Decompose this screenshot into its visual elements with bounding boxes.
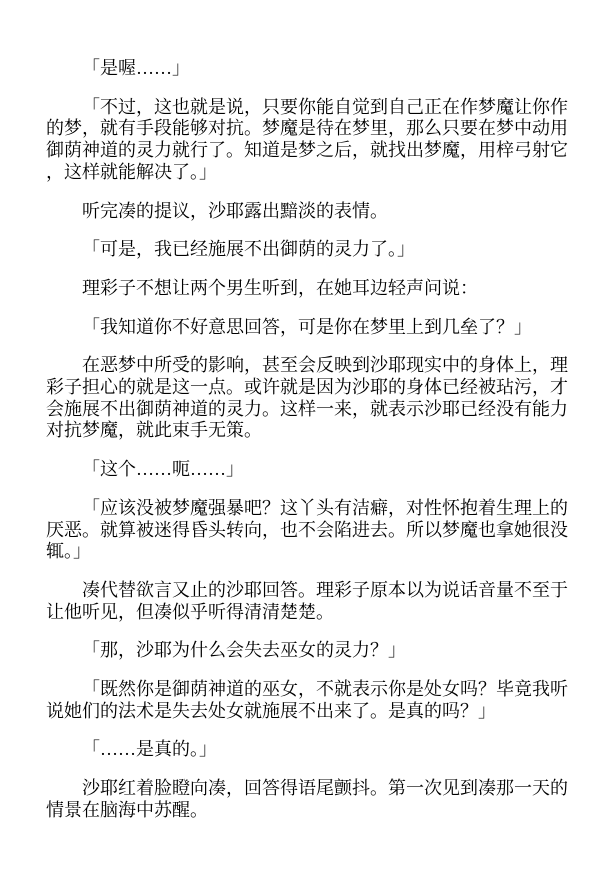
paragraph: 「是喔……」 bbox=[82, 58, 190, 78]
paragraph: 在恶梦中所受的影响，甚至会反映到沙耶现实中的身体上，理彩子担心的就是这一点。或许就是因为沙耶的身体已经被玷污，才会施展不出御荫神道的灵力。这样一来，就表示沙耶已经没有能力对抗梦魔，就此束手无策。 bbox=[46, 355, 568, 441]
paragraph: 「可是，我已经施展不出御荫的灵力了。」 bbox=[82, 239, 415, 260]
text-content bbox=[46, 58, 568, 822]
paragraph: 「应该没被梦魔强暴吧？这丫头有洁癖，对性怀抱着生理上的厌恶。就算被迷得昏头转向，也不会陷进去。所以梦魔也拿她很没辄。」 bbox=[46, 497, 568, 562]
paragraph: 沙耶红着脸瞪向凑，回答得语尾颤抖。第一次见到凑那一天的情景在脑海中苏醒。 bbox=[46, 778, 568, 820]
paragraph: 理彩子不想让两个男生听到，在她耳边轻声问说： bbox=[82, 277, 478, 298]
paragraph: 「不过，这也就是说，只要你能自觉到自己正在作梦魔让你作的梦，就有手段能够对抗。梦魔是待在梦里，那么只要在梦中动用御荫神道的灵力就行了。知道是梦之后，就找出梦魔，用梓弓射它，这样就能解决了。」 bbox=[46, 96, 568, 182]
paragraph: 「这个……呃……」 bbox=[82, 459, 244, 480]
paragraph: 「……是真的。」 bbox=[82, 739, 217, 760]
paragraph: 听完凑的提议，沙耶露出黯淡的表情。 bbox=[82, 200, 388, 221]
paragraph: 凑代替欲言又止的沙耶回答。理彩子原本以为说话音量不至于让他听见，但凑似乎听得清清楚楚。 bbox=[46, 579, 568, 622]
paragraph: 「那，沙耶为什么会失去巫女的灵力？」 bbox=[82, 640, 406, 661]
paragraph: 「既然你是御荫神道的巫女，不就表示你是处女吗？毕竟我听说她们的法术是失去处女就施展不出来了。是真的吗？」 bbox=[46, 679, 568, 721]
paragraph: 「我知道你不好意思回答，可是你在梦里上到几垒了？」 bbox=[82, 316, 532, 337]
